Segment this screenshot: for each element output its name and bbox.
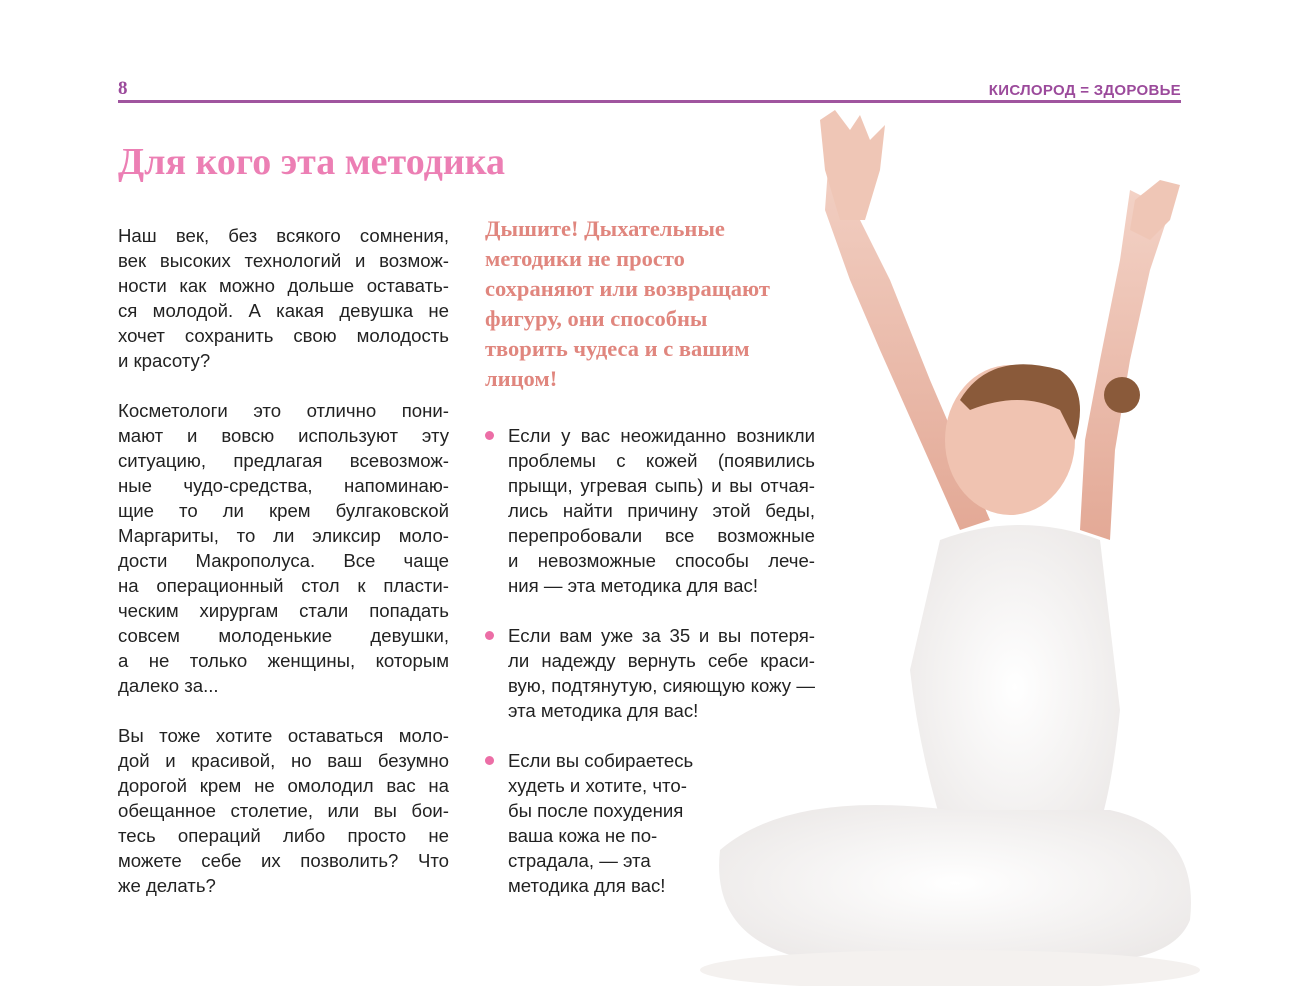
text-line: Если вы собираетесь <box>508 750 694 771</box>
text-line: Наш век, без всякого сомнения, <box>118 225 449 246</box>
bullet-dot-icon <box>485 431 494 440</box>
text-line: Если вам уже за 35 и вы потеря- <box>508 625 815 646</box>
text-line: и красоту? <box>118 350 211 371</box>
bullet-dot-icon <box>485 756 494 765</box>
text-line: на операционный стол к пласти- <box>118 575 449 596</box>
text-line: и невозможные способы лече- <box>508 550 815 571</box>
text-line: страдала, — эта <box>508 850 651 871</box>
text-line: худеть и хотите, что- <box>508 775 687 796</box>
bullet-dot-icon <box>485 631 494 640</box>
text-line: творить чудеса и с вашим <box>485 336 750 361</box>
text-line: ческим хирургам стали попадать <box>118 600 449 621</box>
text-line: бы после похудения <box>508 800 684 821</box>
page-title: Для кого эта методика <box>118 141 506 183</box>
paragraph <box>118 398 449 698</box>
text-line: далеко за... <box>118 675 219 696</box>
header-rule <box>118 100 1181 103</box>
text-line: ния — эта методика для вас! <box>508 575 758 596</box>
text-line: обещанное столетие, или вы бои- <box>118 800 449 821</box>
paragraph <box>118 223 449 373</box>
text-line: ности как можно дольше оставать- <box>118 275 449 296</box>
text-line: ные чудо-средства, напоминаю- <box>118 475 449 496</box>
text-line: ли надежду вернуть себе краси- <box>508 650 815 671</box>
text-line: мают и вовсю используют эту <box>118 425 449 446</box>
text-line: лицом! <box>485 366 558 391</box>
text-line: Если у вас неожиданно возникли <box>508 425 815 446</box>
woman-stretching-photo <box>690 110 1210 986</box>
text-line: совсем молоденькие девушки, <box>118 625 449 646</box>
text-line: вую, подтянутую, сияющую кожу — <box>508 675 815 696</box>
text-line: ваша кожа не по- <box>508 825 658 846</box>
text-line: тесь операций либо просто не <box>118 825 449 846</box>
text-line: прыщи, угревая сыпь) и вы отчая- <box>508 475 815 496</box>
text-line: а не только женщины, которым <box>118 650 449 671</box>
text-line: Маргариты, то ли эликсир моло- <box>118 525 449 546</box>
text-line: проблемы с кожей (появились <box>508 450 815 471</box>
text-line: ся молодой. А какая девушка не <box>118 300 449 321</box>
text-line: хочет сохранить свою молодость <box>118 325 449 346</box>
text-line: Вы тоже хотите оставаться моло- <box>118 725 449 746</box>
text-line: методики не просто <box>485 246 685 271</box>
text-line: щие то ли крем булгаковской <box>118 500 449 521</box>
text-line: эта методика для вас! <box>508 700 699 721</box>
text-line: методика для вас! <box>508 875 666 896</box>
text-line: перепробовали все возможные <box>508 525 815 546</box>
text-line: дорогой крем не омолодил вас на <box>118 775 449 796</box>
text-line: же делать? <box>118 875 216 896</box>
text-line: фигуру, они способны <box>485 306 708 331</box>
text-line: лись найти причину этой беды, <box>508 500 815 521</box>
text-line: можете себе их позволить? Что <box>118 850 449 871</box>
text-line: Дышите! Дыхательные <box>485 216 725 241</box>
text-line: сохраняют или возвращают <box>485 276 770 301</box>
running-title: КИСЛОРОД = ЗДОРОВЬЕ <box>988 82 1181 99</box>
text-line: дой и красивой, но ваш безумно <box>118 750 449 771</box>
text-line: дости Макрополуса. Все чаще <box>118 550 449 571</box>
left-column <box>118 223 449 923</box>
text-line: ситуацию, предлагая всевозмож- <box>118 450 449 471</box>
page-number: 8 <box>118 78 128 99</box>
paragraph <box>118 723 449 898</box>
text-line: век высоких технологий и возмож- <box>118 250 449 271</box>
text-line: Косметологи это отлично пони- <box>118 400 449 421</box>
